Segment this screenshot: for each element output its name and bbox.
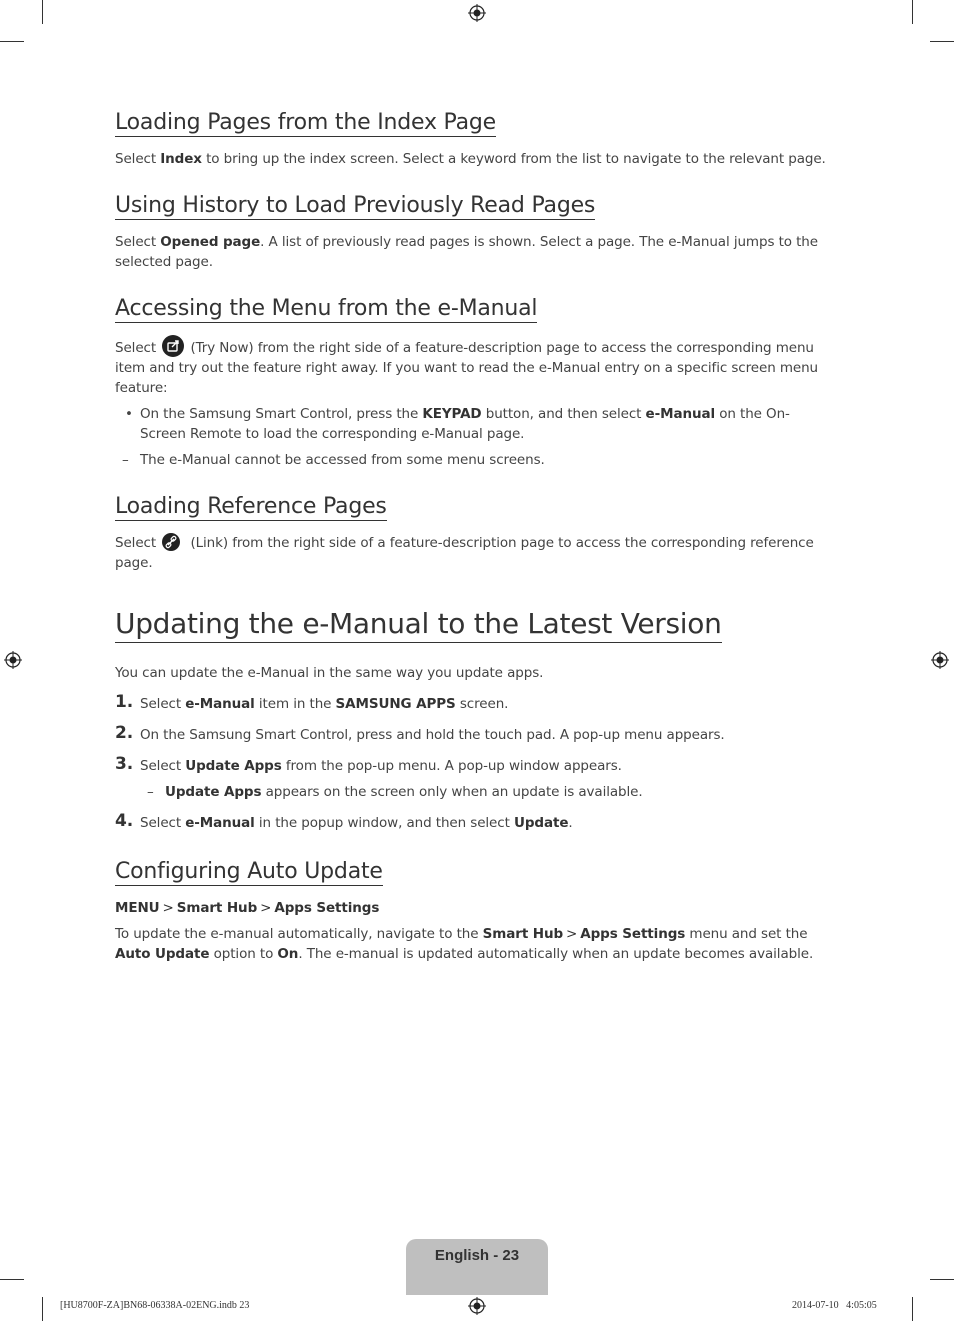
- note-marker: –: [147, 784, 154, 800]
- link-icon[interactable]: [162, 533, 180, 551]
- section-reference: [115, 494, 835, 573]
- text: from the pop-up menu. A pop-up window appears.: [281, 758, 622, 774]
- crop-mark: [0, 1279, 24, 1280]
- crop-mark: [912, 0, 913, 24]
- chevron-right-icon: >: [260, 900, 272, 916]
- text: button, and then select: [481, 406, 646, 422]
- text: The e-Manual cannot be accessed from some menu screens.: [140, 452, 545, 468]
- note: [115, 782, 835, 802]
- text: Select: [115, 340, 161, 356]
- crop-mark: [912, 1297, 913, 1321]
- text: to bring up the index screen. Select a keyword from the list to navigate to the relevant page.: [201, 151, 826, 167]
- step-number: 2.: [115, 723, 134, 743]
- bold-term: Index: [160, 151, 202, 167]
- text: . The e-manual is updated automatically when an update becomes available.: [298, 946, 814, 962]
- manual-content: [115, 110, 835, 964]
- bold-term: Apps Settings: [580, 926, 686, 942]
- bold-term: Update Apps: [185, 758, 282, 774]
- text: .: [568, 815, 573, 831]
- text: appears on the screen only when an update is available.: [261, 784, 643, 800]
- page-number-tab: [406, 1239, 548, 1295]
- text: . A list of previously read pages is shown. Select a page. The e-Manual jumps to the selected page.: [115, 234, 818, 270]
- menu-path-item: Smart Hub: [176, 900, 258, 916]
- step-number: 1.: [115, 692, 134, 712]
- crop-mark: [42, 1297, 43, 1321]
- section-history: [115, 193, 835, 272]
- bold-term: e-Manual: [185, 696, 255, 712]
- crop-mark: [930, 1279, 954, 1280]
- paragraph: You can update the e-Manual in the same way you update apps.: [115, 665, 544, 681]
- chevron-right-icon: >: [566, 926, 578, 942]
- bold-term: KEYPAD: [422, 406, 482, 422]
- text: On the Samsung Smart Control, press the: [140, 406, 423, 422]
- text: Select: [115, 151, 161, 167]
- step-number: 3.: [115, 754, 134, 774]
- section-updating: [115, 607, 835, 833]
- section-heading: Loading Pages from the Index Page: [115, 110, 497, 135]
- section-menu: [115, 296, 835, 470]
- section-heading: Configuring Auto Update: [115, 859, 383, 884]
- section-heading: Accessing the Menu from the e-Manual: [115, 296, 538, 321]
- note: [115, 450, 835, 470]
- bold-term: On: [277, 946, 299, 962]
- chapter-heading: Updating the e-Manual to the Latest Version: [115, 607, 722, 643]
- list-item: [115, 813, 835, 833]
- section-heading: Loading Reference Pages: [115, 494, 387, 519]
- bold-term: e-Manual: [185, 815, 255, 831]
- list-item: [115, 756, 835, 776]
- list-item: [115, 694, 835, 714]
- text: Select: [115, 234, 161, 250]
- paragraph: [115, 335, 835, 398]
- paragraph: [115, 924, 835, 964]
- crop-mark: [930, 41, 954, 42]
- print-slug-left: [HU8700F-ZA]BN68-06338A-02ENG.indb 23: [60, 1300, 250, 1311]
- try-now-icon[interactable]: [162, 335, 184, 357]
- bold-term: Auto Update: [115, 946, 210, 962]
- text: menu and set the: [685, 926, 808, 942]
- registration-mark-icon: [931, 651, 949, 669]
- menu-path-item: Apps Settings: [274, 900, 380, 916]
- page-number: English - 23: [434, 1247, 520, 1264]
- bold-term: SAMSUNG APPS: [335, 696, 456, 712]
- menu-path-item: MENU: [115, 900, 160, 916]
- crop-mark: [42, 0, 43, 24]
- paragraph: [115, 149, 835, 169]
- bold-term: Update: [513, 815, 569, 831]
- section-heading: Using History to Load Previously Read Pages: [115, 193, 596, 218]
- bullet-marker: •: [125, 406, 133, 422]
- bold-term: e-Manual: [645, 406, 716, 422]
- chevron-right-icon: >: [162, 900, 174, 916]
- text: Select: [140, 696, 186, 712]
- print-slug-right: 2014-07-10 4:05:05: [792, 1300, 877, 1311]
- section-index: [115, 110, 835, 169]
- menu-path: [115, 898, 835, 918]
- text: item in the: [254, 696, 336, 712]
- bold-term: Update Apps: [165, 784, 262, 800]
- step-number: 4.: [115, 811, 134, 831]
- text: To update the e-manual automatically, navigate to the: [115, 926, 483, 942]
- registration-mark-icon: [4, 651, 22, 669]
- text: On the Samsung Smart Control, press and hold the touch pad. A pop-up menu appears.: [140, 727, 725, 743]
- paragraph: [115, 232, 835, 272]
- bold-term: Smart Hub: [482, 926, 564, 942]
- list-item: [115, 404, 835, 444]
- text: option to: [209, 946, 278, 962]
- list-item: [115, 725, 835, 745]
- text: Select: [140, 758, 186, 774]
- text: in the popup window, and then select: [254, 815, 514, 831]
- registration-mark-icon: [468, 4, 486, 22]
- section-auto-update: [115, 859, 835, 964]
- registration-mark-icon: [468, 1297, 486, 1315]
- text: Select: [115, 535, 161, 551]
- paragraph: [115, 533, 835, 573]
- crop-mark: [0, 41, 24, 42]
- text: (Link) from the right side of a feature-description page to access the corresponding reference page.: [115, 535, 814, 571]
- text: Select: [140, 815, 186, 831]
- text: (Try Now) from the right side of a feature-description page to access the corresponding menu item and try out the feature right away. If you want to read the e-Manual entry on a specific screen menu feature:: [115, 340, 819, 396]
- text: screen.: [455, 696, 509, 712]
- text: on the On-Screen Remote to load the corresponding e-Manual page.: [140, 406, 790, 442]
- bold-term: Opened page: [160, 234, 261, 250]
- note-marker: –: [122, 452, 129, 468]
